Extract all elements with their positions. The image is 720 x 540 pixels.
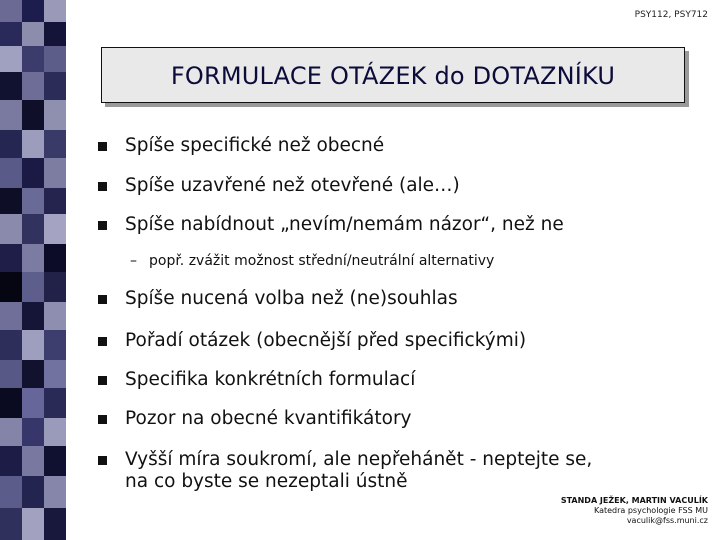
square-bullet-icon <box>98 142 107 151</box>
list-item <box>98 135 384 157</box>
bullet-text: Spíše nucená volba než (ne)souhlas <box>125 288 458 309</box>
square-bullet-icon <box>98 295 107 304</box>
list-item <box>98 330 526 352</box>
bullet-text-block <box>125 449 592 493</box>
footer-department: Katedra psychologie FSS MU <box>593 506 708 515</box>
list-item <box>98 369 415 391</box>
bullet-text: Spíše uzavřené než otevřené (ale…) <box>125 175 460 196</box>
list-item <box>98 175 460 197</box>
list-item <box>98 449 592 493</box>
list-item <box>98 288 458 310</box>
title-box <box>101 47 685 103</box>
sub-bullet-text: popř. zvážit možnost střední/neutrální alternativy <box>149 253 495 269</box>
bullet-text: Specifika konkrétních formulací <box>125 369 416 390</box>
slide-title: FORMULACE OTÁZEK do DOTAZNÍKU <box>170 62 616 90</box>
bullet-text: Spíše specifické než obecné <box>125 135 385 156</box>
list-item <box>98 408 412 430</box>
bullet-text: Vyšší míra soukromí, ale nepřehánět - neptejte se, <box>125 449 593 470</box>
square-bullet-icon <box>98 456 107 465</box>
dash-bullet: – <box>130 253 137 269</box>
footer-authors: STANDA JEŽEK, MARTIN VACULÍK <box>560 496 708 505</box>
sub-list-item <box>130 253 494 269</box>
square-bullet-icon <box>98 376 107 385</box>
list-item <box>98 214 564 236</box>
bullet-text-continued: na co byste se nezeptali ústně <box>125 471 408 492</box>
square-bullet-icon <box>98 182 107 191</box>
square-bullet-icon <box>98 337 107 346</box>
bullet-text: Pořadí otázek (obecnější před specifickými) <box>125 330 527 351</box>
footer-email: vaculik@fss.muni.cz <box>626 516 708 525</box>
bullet-text: Spíše nabídnout „nevím/nemám názor“, než ne <box>125 214 564 235</box>
footer-credits <box>561 496 708 526</box>
decorative-stripe <box>0 0 66 540</box>
square-bullet-icon <box>98 415 107 424</box>
square-bullet-icon <box>98 221 107 230</box>
bullet-text: Pozor na obecné kvantifikátory <box>125 408 412 429</box>
course-code: PSY112, PSY712 <box>634 10 708 20</box>
